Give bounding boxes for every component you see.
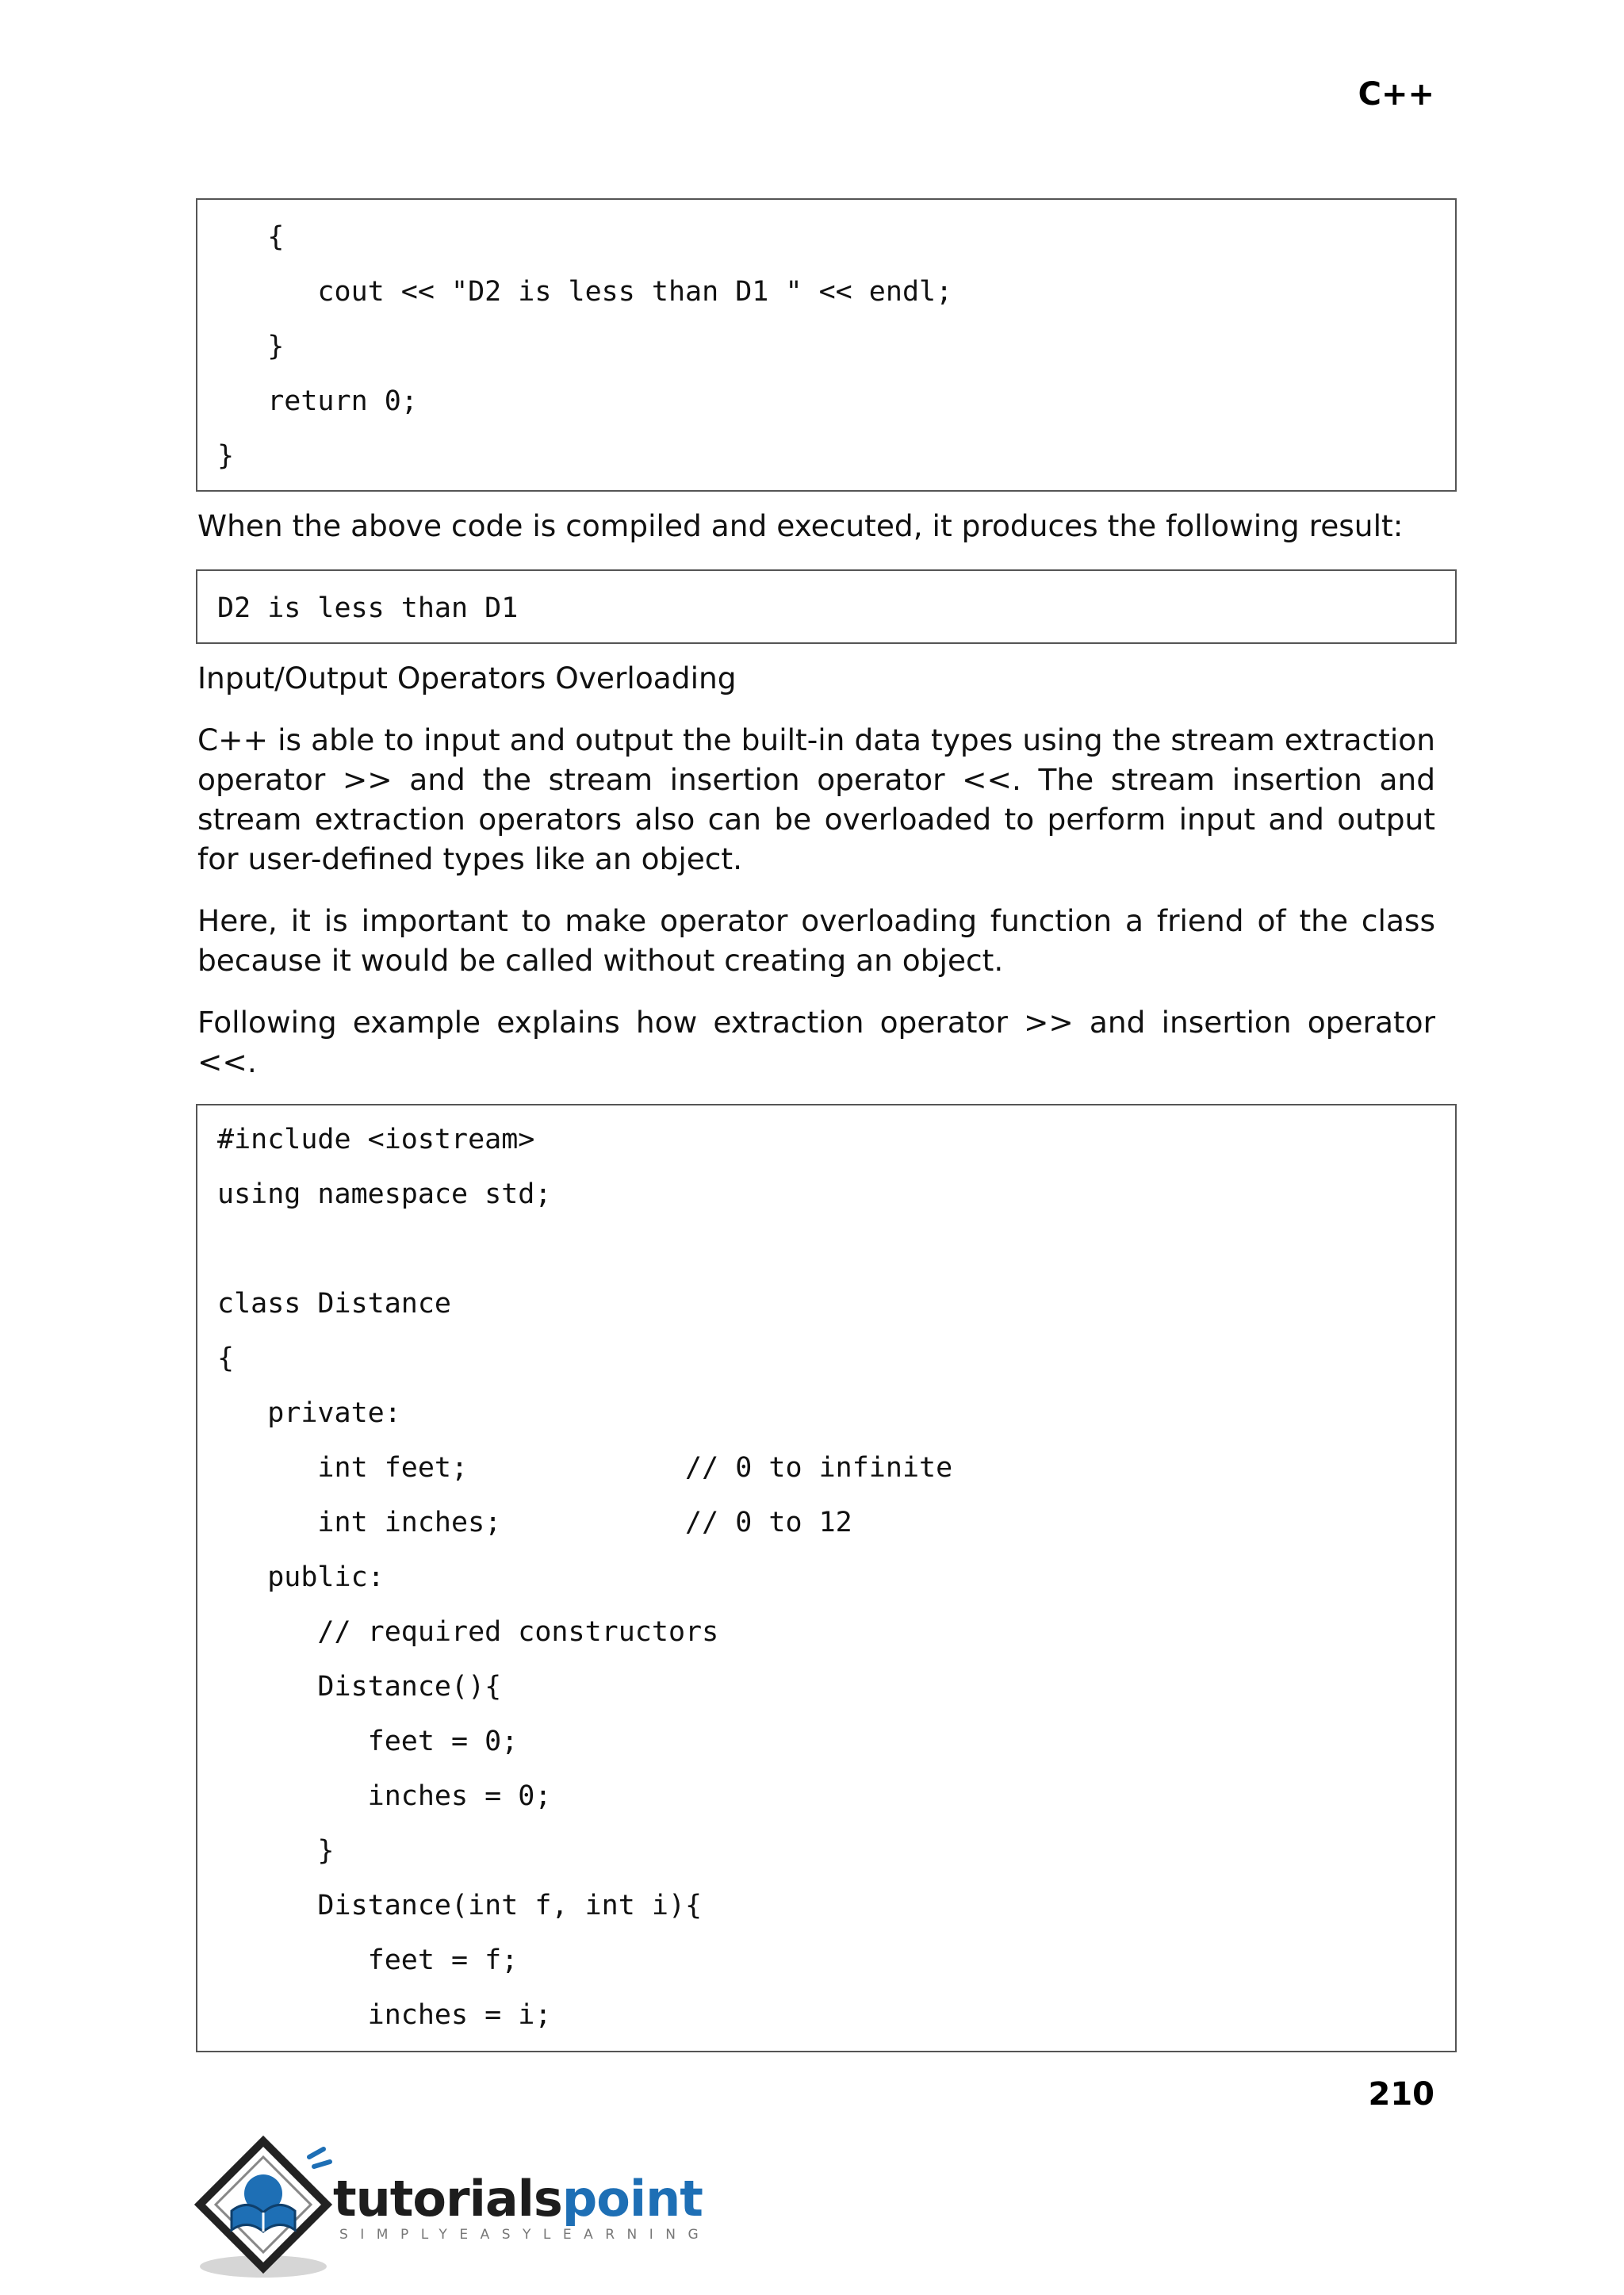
code-line: class Distance (217, 1288, 452, 1320)
page-number: 210 (1368, 2076, 1434, 2113)
code-line: feet = f; (217, 1944, 519, 1976)
code-line: Distance(int f, int i){ (217, 1890, 703, 1921)
code-line: inches = i; (217, 1999, 552, 2031)
logo-wordmark (333, 2170, 703, 2228)
code-line: cout << "D2 is less than D1 " << endl; (217, 276, 953, 308)
logo-word-dark: tutorials (333, 2170, 562, 2228)
body-paragraph: C++ is able to input and output the built-in data types using the stream extraction operator >> and the stream insertion operator <<. The stream insertion and stream extraction operators also can be overloaded to perform input and output for user-defined types like an object. (197, 722, 1435, 876)
code-line: // required constructors (217, 1616, 719, 1648)
output-line: D2 is less than D1 (217, 592, 519, 624)
code-line: } (217, 440, 235, 472)
logo-word-blue: point (561, 2170, 703, 2228)
code-line: { (217, 221, 285, 253)
code-line: feet = 0; (217, 1726, 519, 1757)
code-line: int inches; // 0 to 12 (217, 1507, 852, 1538)
code-line: } (217, 331, 285, 362)
code-line: Distance(){ (217, 1671, 502, 1703)
code-line: inches = 0; (217, 1780, 552, 1812)
code-line: } (217, 1835, 335, 1867)
tutorialspoint-logo (190, 2125, 711, 2284)
code-line: private: (217, 1397, 401, 1429)
section-heading: Input/Output Operators Overloading (197, 661, 737, 695)
code-line: { (217, 1343, 235, 1374)
book-in-diamond-logo-icon (190, 2125, 349, 2284)
code-line: #include <iostream> (217, 1124, 535, 1155)
code-line: int feet; // 0 to infinite (217, 1452, 953, 1484)
logo-tagline: SIMPLYEASYLEARNING (339, 2227, 711, 2243)
code-block (196, 1104, 1457, 2052)
code-line: return 0; (217, 385, 418, 417)
body-paragraph: Following example explains how extraction operator >> and insertion operator <<. (197, 1005, 1435, 1079)
running-header: C++ (1358, 76, 1434, 113)
code-line: using namespace std; (217, 1178, 552, 1210)
body-paragraph: Here, it is important to make operator overloading function a friend of the class because it would be called without creating an object. (197, 903, 1435, 978)
output-block (196, 569, 1457, 644)
code-block (196, 198, 1457, 492)
result-intro-paragraph: When the above code is compiled and executed, it produces the following result: (197, 508, 1404, 543)
code-line: public: (217, 1561, 385, 1593)
